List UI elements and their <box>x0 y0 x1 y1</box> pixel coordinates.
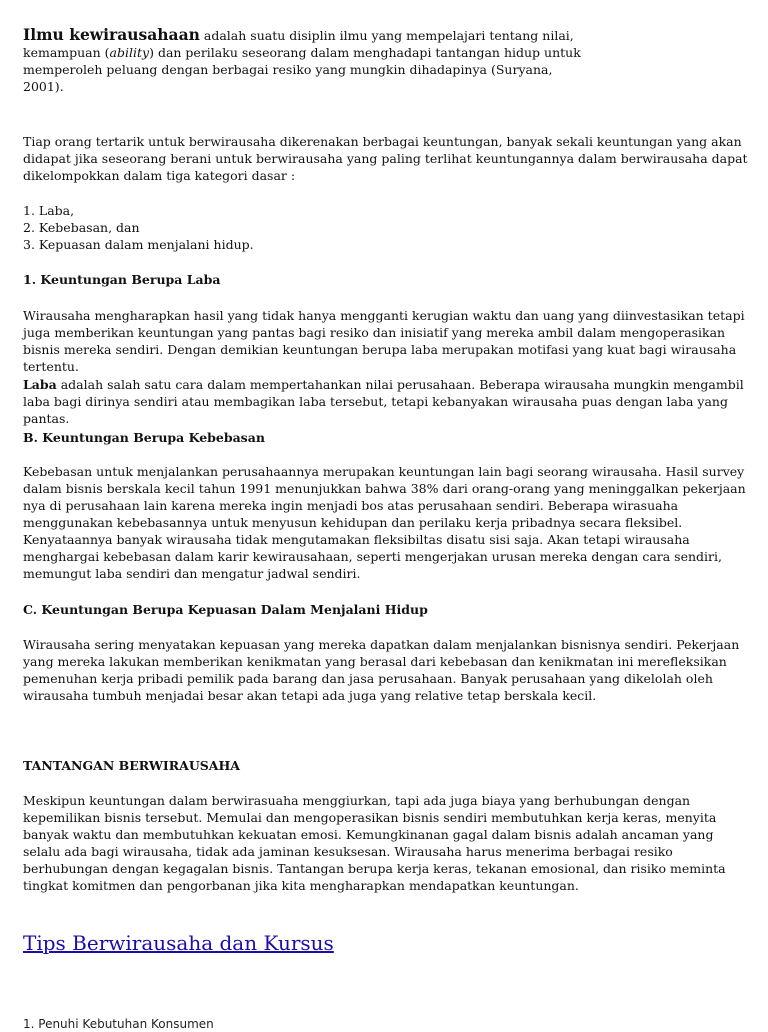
laba-detail-paragraph <box>23 376 748 427</box>
benefits-intro-paragraph: Tiap orang tertarik untuk berwirausaha dikerenakan berbagai keuntungan, banyak sekali keuntungan yang akan didapat jika seseorang berani untuk berwirausaha yang paling terlihat keuntungannya dalam berwirausaha dapat dikelompokkan dalam tiga kategori dasar : <box>23 134 748 183</box>
section-heading-laba: 1. Keuntungan Berupa Laba <box>23 272 221 287</box>
laba-detail-text: adalah salah satu cara dalam mempertahankan nilai perusahaan. Beberapa wirausaha mungkin mengambil laba bagi dirinya sendiri atau membagikan laba tersebut, tetapi kebanyakan wirausaha puas dengan laba yang pantas. <box>23 377 744 426</box>
intro-paragraph <box>23 26 583 95</box>
intro-line-3: memperoleh peluang dengan berbagai resiko yang mungkin dihadapinya (Suryana, 2001). <box>23 62 553 94</box>
section-heading-tantangan: TANTANGAN BERWIRAUSAHA <box>23 758 240 773</box>
section-heading-kebebasan: B. Keuntungan Berupa Kebebasan <box>23 430 265 445</box>
kepuasan-paragraph: Wirausaha sering menyatakan kepuasan yang mereka dapatkan dalam menjalankan bisnisnya sendiri. Pekerjaan yang mereka lakukan memberikan kenikmatan yang berasal dari kebebasan dan kenikmatan ini merefleksikan pemenuhan kerja pribadi pemilik pada barang dan jasa perusahaan. Banyak perusahaan yang dikelolah oleh wirausaha tumbuh menjadai besar akan tetapi ada juga yang relative tetap berskala kecil. <box>23 637 740 703</box>
intro-line-1: adalah suatu disiplin ilmu yang mempelajari tentang nilai, <box>199 28 574 43</box>
list-item-cut-off: 1. Penuhi Kebutuhan Konsumen <box>23 1017 214 1031</box>
intro-line-2-pre: kemampuan ( <box>23 45 110 60</box>
benefits-list <box>23 202 748 253</box>
laba-paragraph: Wirausaha mengharapkan hasil yang tidak hanya mengganti kerugian waktu dan uang yang diinvestasikan tetapi juga memberikan keuntungan yang pantas bagi resiko dan inisiatif yang mereka ambil dalam mengoperasikan bisnis mereka sendiri. Dengan demikian keuntungan berupa laba merupakan motifasi yang kuat bagi wirausaha tertentu. <box>23 308 745 374</box>
laba-term: Laba <box>23 377 57 392</box>
intro-term: Ilmu kewirausahaan <box>23 25 200 44</box>
list-item: 3. Kepuasan dalam menjalani hidup. <box>23 237 254 252</box>
list-item: 2. Kebebasan, dan <box>23 220 140 235</box>
tantangan-paragraph: Meskipun keuntungan dalam berwirasuaha menggiurkan, tapi ada juga biaya yang berhubungan dengan kepemilikan bisnis tersebut. Memulai dan mengoperasikan bisnis sendiri membutuhkan kerja keras, menyita banyak waktu dan membutuhkan kekuatan emosi. Kemungkinanan gagal dalam bisnis adalah ancaman yang selalu ada bagi wirausaha, tidak ada jaminan kesuksesan. Wirausaha harus menerima berbagai resiko berhubungan dengan kegagalan bisnis. Tantangan berupa kerja keras, tekanan emosional, dan risiko meminta tingkat komitmen dan pengorbanan jika kita mengharapkan mendapatkan keuntungan. <box>23 793 726 893</box>
list-item: 1. Laba, <box>23 203 75 218</box>
intro-ability-term: ability <box>109 45 150 60</box>
tips-link[interactable]: Tips Berwirausaha dan Kursus <box>23 931 334 955</box>
kebebasan-paragraph: Kebebasan untuk menjalankan perusahaannya merupakan keuntungan lain bagi seorang wirausaha. Hasil survey dalam bisnis berskala kecil tahun 1991 menunjukkan bahwa 38% dari orang-orang yang meninggalkan pekerjaan nya di perusahaan lain karena mereka ingin menjadi bos atas perusahaan sendiri. Beberapa wirasuaha menggunakan kebebasannya untuk menyusun kehidupan dan perilaku kerja pribadnya secara fleksibel. Kenyataannya banyak wirausaha tidak mengutamakan fleksibiltas disatu sisi saja. Akan tetapi wirausaha menghargai kebebasan dalam karir kewirausahaan, seperti mengerjakan urusan mereka dengan cara sendiri, memungut laba sendiri dan mengatur jadwal sendiri. <box>23 464 746 581</box>
section-heading-kepuasan: C. Keuntungan Berupa Kepuasan Dalam Menjalani Hidup <box>23 602 428 617</box>
intro-line-2-post: ) dan perilaku seseorang dalam menghadapi tantangan hidup untuk <box>149 45 581 60</box>
